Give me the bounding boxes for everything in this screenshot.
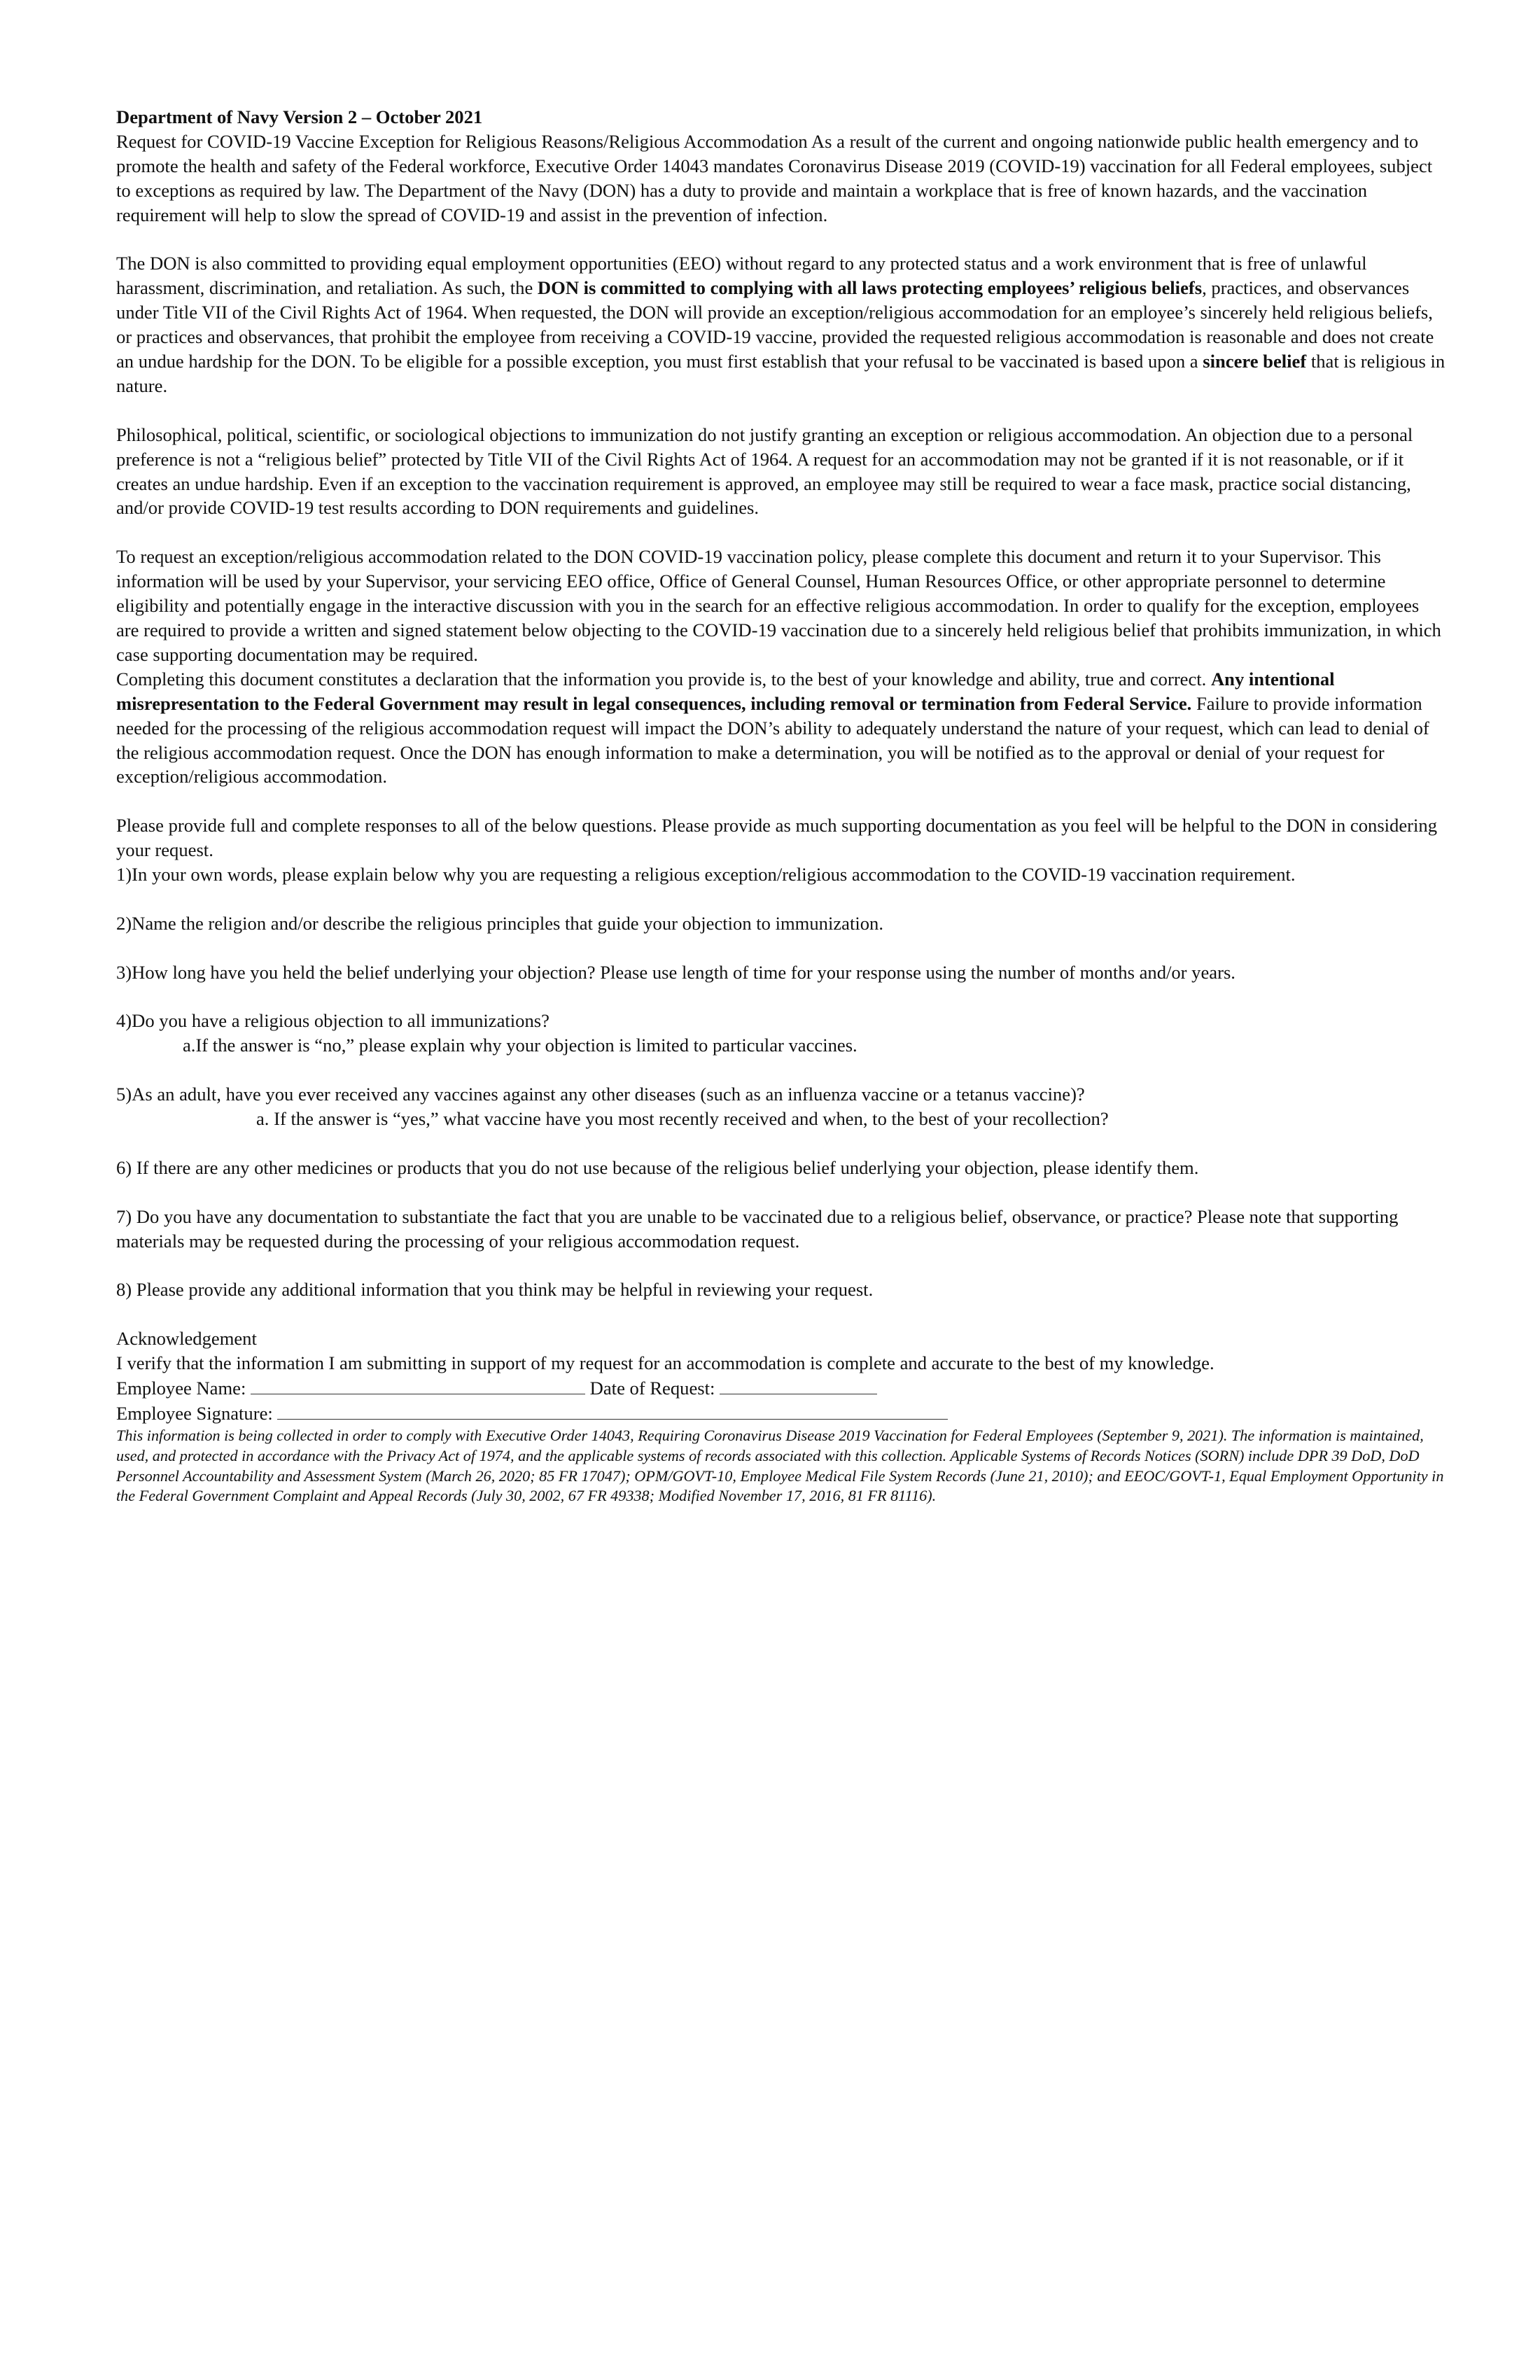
employee-name-label: Employee Name: [116,1377,246,1399]
request-paragraph: To request an exception/religious accommodation related to the DON COVID-19 vaccination policy, please complete this document and return it to your Supervisor. This information will be used by your Supervisor, your servicing EEO office, Office of General Counsel, Human Resources Office, or other appropriate personnel to determine eligibility and potentially engage in the interactive discussion with you in the search for an effective religious accommodation. In order to qualify for the exception, employees are required to provide a written and signed statement below objecting to the COVID-19 vaccination due to a sincerely held religious belief that prohibits immunization, in which case supporting documentation may be required. [116,546,1441,665]
eeo-text-2: , practices, and observances under Title VII of the Civil Rights Act of 1964. When requested, the DON will provide an exception/religious accommodation for an employee’s sincerely held religious beliefs, or practices and observances, that prohibit the employee from receiving a COVID-19 vaccine, provided the requested religious accommodation is reasonable and does not create an undue hardship for the DON. To be eligible for a possible exception, you must first establish that your refusal to be vaccinated is based upon a [116,277,1434,372]
acknowledgement-heading: Acknowledgement [116,1328,257,1350]
date-of-request-label: Date of Request: [589,1377,715,1399]
employee-signature-row [116,1401,1446,1426]
acknowledgement-statement: I verify that the information I am submitting in support of my request for an accommodation is complete and accurate to the best of my knowledge. [116,1352,1214,1374]
declaration-text-2: Failure to provide information needed for the processing of the religious accommodation request will impact the DON’s ability to adequately understand the nature of your request, which can lead to denial of the religious accommodation request. Once the DON has enough information to make a determination, you will be notified as to the approval or denial of your request for exception/religious accommodation. [116,692,1429,788]
objections-paragraph: Philosophical, political, scientific, or sociological objections to immunization do not justify granting an exception or religious accommodation. An objection due to a personal preference is not a “religious belief” protected by Title VII of the Civil Rights Act of 1964. A request for an accommodation may not be granted if it is not reasonable, or if it creates an undue hardship. Even if an exception to the vaccination requirement is approved, an employee may still be required to wear a face mask, practice social distancing, and/or provide COVID-19 test results according to DON requirements and guidelines. [116,424,1413,519]
eeo-bold-commitment: DON is committed to complying with all laws protecting employees’ religious beliefs [537,277,1203,299]
question-8: 8) Please provide any additional information that you think may be helpful in reviewing your request. [116,1279,874,1301]
eeo-text-3: that is religious in nature. [116,351,1446,396]
question-5: 5)As an adult, have you ever received any vaccines against any other diseases (such as an influenza vaccine or a tetanus vaccine)? [116,1084,1085,1105]
question-4a: a.If the answer is “no,” please explain why your objection is limited to particular vaccines. [183,1035,858,1056]
question-6: 6) If there are any other medicines or products that you do not use because of the religious belief underlying your objection, please identify them. [116,1156,1199,1178]
employee-name-row [116,1376,1446,1401]
employee-signature-field[interactable] [277,1401,948,1420]
declaration-paragraph [116,667,1446,790]
question-3: 3)How long have you held the belief underlying your objection? Please use length of time for your response using the number of months and/or years. [116,961,1236,983]
employee-name-field[interactable] [251,1376,585,1394]
question-1: 1)In your own words, please explain below why you are requesting a religious exception/religious accommodation to the COVID-19 vaccination requirement. [116,864,1296,886]
employee-signature-label: Employee Signature: [116,1402,273,1424]
instructions-paragraph: Please provide full and complete responses to all of the below questions. Please provide as much supporting documentation as you feel will be helpful to the DON in considering your request. [116,815,1438,861]
document-page [116,105,1446,1506]
question-4: 4)Do you have a religious objection to all immunizations? [116,1010,550,1032]
document-title: Department of Navy Version 2 – October 2021 [116,106,483,127]
declaration-text-1: Completing this document constitutes a declaration that the information you provide is, to the best of your knowledge and ability, true and correct. [116,668,1211,690]
date-of-request-field[interactable] [720,1376,877,1394]
question-5a: a. If the answer is “yes,” what vaccine have you most recently received and when, to the best of your recollection? [256,1108,1109,1130]
eeo-paragraph [116,251,1446,398]
intro-paragraph: Request for COVID-19 Vaccine Exception for Religious Reasons/Religious Accommodation As a result of the current and ongoing nationwide public health emergency and to promote the health and safety of the Federal workforce, Executive Order 14043 mandates Coronavirus Disease 2019 (COVID-19) vaccination for all Federal employees, subject to exceptions as required by law. The Department of the Navy (DON) has a duty to provide and maintain a workplace that is free of known hazards, and the vaccination requirement will help to slow the spread of COVID-19 and assist in the prevention of infection. [116,130,1433,225]
privacy-act-notice: This information is being collected in order to comply with Executive Order 14043, Requiring Coronavirus Disease 2019 Vaccination for Federal Employees (September 9, 2021). The information is maintained, used, and protected in accordance with the Privacy Act of 1974, and the applicable systems of records associated with this collection. Applicable Systems of Records Notices (SORN) include DPR 39 DoD, DoD Personnel Accountability and Assessment System (March 26, 2020; 85 FR 17047); OPM/GOVT-10, Employee Medical File System Records (June 21, 2010); and EEOC/GOVT-1, Equal Employment Opportunity in the Federal Government Complaint and Appeal Records (July 30, 2002, 67 FR 49338; Modified November 17, 2016, 81 FR 81116). [116,1426,1444,1505]
eeo-text-1: The DON is also committed to providing equal employment opportunities (EEO) without regard to any protected status and a work environment that is free of unlawful harassment, discrimination, and retaliation. As such, the [116,253,1367,299]
question-7: 7) Do you have any documentation to substantiate the fact that you are unable to be vaccinated due to a religious belief, observance, or practice? Please note that supporting materials may be requested during the processing of your religious accommodation request. [116,1205,1399,1252]
declaration-bold-warning: Any intentional misrepresentation to the Federal Government may result in legal consequences, including removal or termination from Federal Service. [116,668,1335,714]
question-2: 2)Name the religion and/or describe the religious principles that guide your objection to immunization. [116,912,883,934]
eeo-bold-sincere-belief: sincere belief [1203,351,1307,372]
